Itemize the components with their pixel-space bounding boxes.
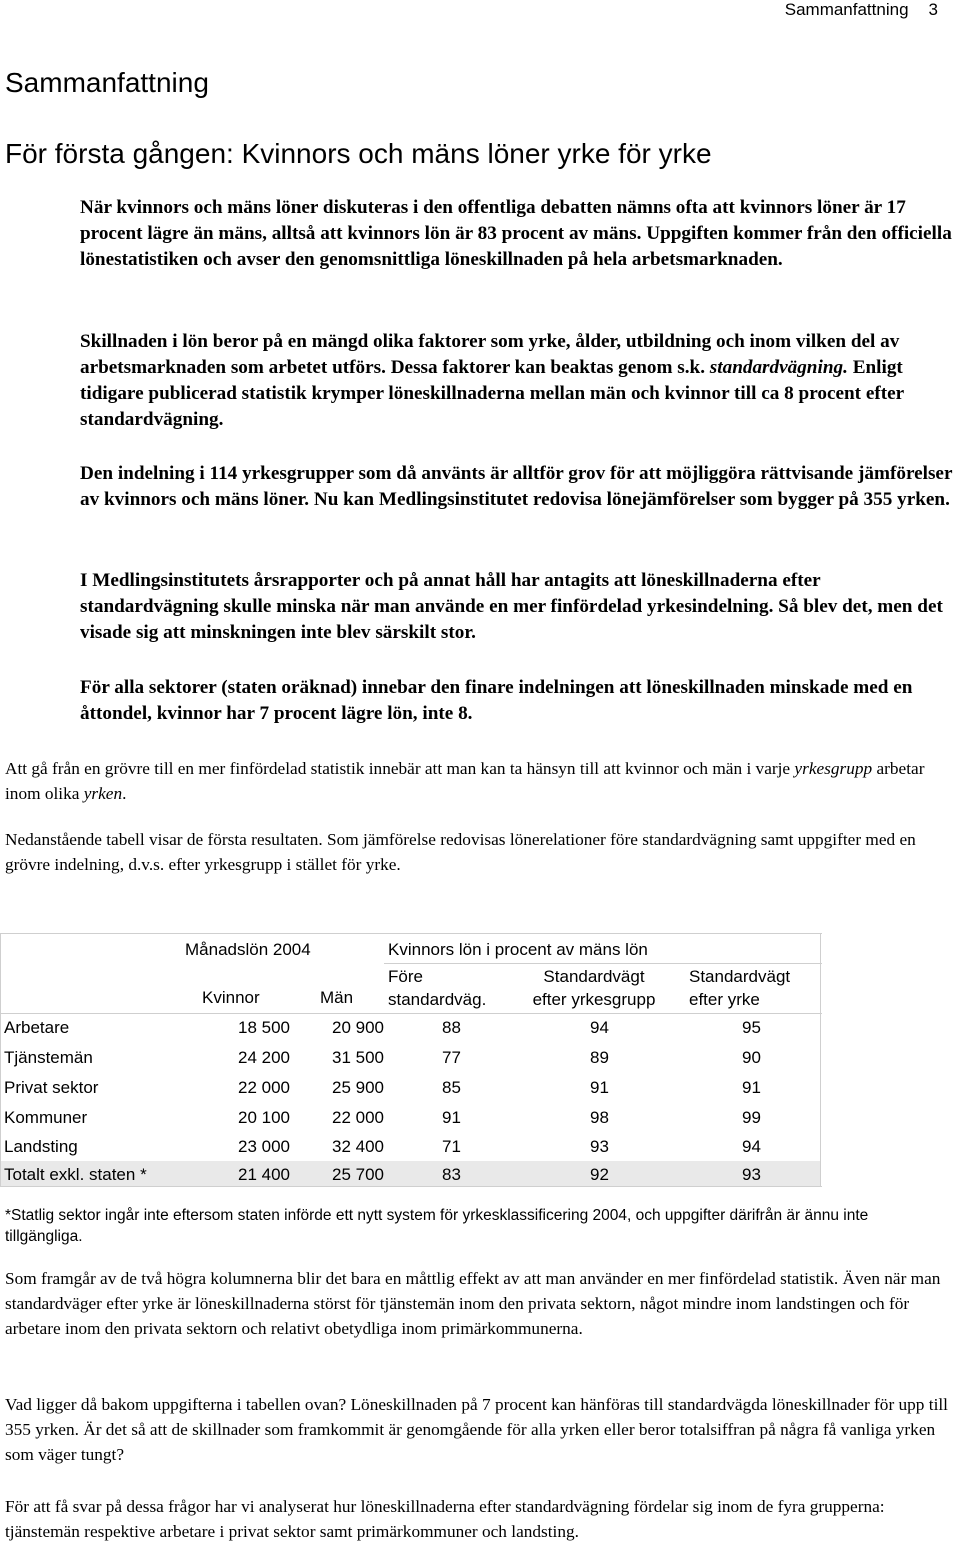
row-sector: Landsting — [4, 1137, 78, 1156]
row-weighted-occupation: 94 — [742, 1137, 761, 1156]
row-men-salary: 20 900 — [332, 1018, 384, 1037]
table-border-bottom — [0, 1186, 822, 1187]
intro-paragraph-2-emphasis: standardvägning. — [709, 357, 848, 378]
body-paragraph-1-emphasis-1: yrkesgrupp — [794, 759, 873, 778]
row-before-weighting: 83 — [442, 1165, 461, 1184]
section-title: För första gången: Kvinnors och mäns löner yrke för yrke — [5, 138, 712, 169]
body-paragraph-1-text-b: arbetar inom olika — [5, 759, 925, 803]
body-paragraph-2: Nedanstående tabell visar de första resultaten. Som jämförelse redovisas lönerelationer före standardvägning samt uppgifter med en grövre indelning, d.v.s. efter yrkesgrupp i stället för yrke. — [5, 830, 916, 874]
table-row — [0, 1013, 820, 1042]
header-before-weighting-line-2: standardväg. — [388, 990, 487, 1009]
header-weighted-group-line-1: Standardvägt — [543, 967, 645, 986]
header-women-percent: Kvinnors lön i procent av mäns lön — [388, 940, 648, 959]
row-women-salary: 20 100 — [238, 1108, 290, 1127]
table-border-top — [0, 933, 822, 934]
row-women-salary: 21 400 — [238, 1165, 290, 1184]
header-weighted-group-line-2: efter yrkesgrupp — [532, 990, 656, 1009]
running-header — [785, 0, 938, 20]
header-men: Män — [320, 988, 354, 1007]
row-sector: Arbetare — [4, 1018, 70, 1037]
row-weighted-group: 89 — [590, 1048, 609, 1067]
salary-table — [0, 933, 822, 1187]
row-weighted-occupation: 93 — [742, 1165, 761, 1184]
row-weighted-group: 91 — [590, 1078, 609, 1097]
table-row — [0, 1132, 820, 1161]
header-before-weighting — [388, 965, 486, 1011]
row-women-salary: 24 200 — [238, 1048, 290, 1067]
row-weighted-group: 93 — [590, 1137, 609, 1156]
row-sector: Privat sektor — [4, 1078, 99, 1097]
table-row — [0, 1043, 820, 1072]
running-header-title: Sammanfattning — [784, 0, 909, 19]
row-women-salary: 18 500 — [238, 1018, 290, 1037]
header-before-weighting-line-1: Före — [388, 967, 423, 986]
row-weighted-occupation: 91 — [742, 1078, 761, 1097]
page-number: 3 — [928, 0, 938, 19]
body-paragraph-1-text-c: . — [122, 784, 127, 803]
row-before-weighting: 71 — [442, 1137, 461, 1156]
intro-paragraph-3: Den indelning i 114 yrkesgrupper som då använts är alltför grov för att möjliggöra rättvisande jämförelser av kvinnors och mäns löner. Nu kan Medlingsinstitutet redovisa lönejämförelser som bygger på 355 yrken. — [80, 463, 953, 510]
table-row — [0, 1103, 820, 1132]
row-sector: Kommuner — [4, 1108, 88, 1127]
row-men-salary: 22 000 — [332, 1108, 384, 1127]
row-before-weighting: 85 — [442, 1078, 461, 1097]
body-paragraph-4: Vad ligger då bakom uppgifterna i tabellen ovan? Löneskillnaden på 7 procent kan hänföras till standardvägda löneskillnader för upp till 355 yrken. Är det så att de skillnader som framkommit är genomgående för alla yrken eller beror totalsiffran på några få vanliga yrken som väger tungt? — [5, 1395, 948, 1464]
row-weighted-group: 94 — [590, 1018, 609, 1037]
row-before-weighting: 77 — [442, 1048, 461, 1067]
row-weighted-group: 92 — [590, 1165, 609, 1184]
row-men-salary: 25 900 — [332, 1078, 384, 1097]
intro-paragraph-1: När kvinnors och mäns löner diskuteras i den offentliga debatten nämns ofta att kvinnors löner är 17 procent lägre än mäns, alltså att kvinnors lön är 83 procent av mäns. Uppgiften kommer från den officiella lönestatistiken och avser den genomsnittliga löneskillnaden på hela arbetsmarknaden. — [80, 197, 952, 270]
row-men-salary: 32 400 — [332, 1137, 384, 1156]
intro-paragraph-2 — [80, 329, 958, 433]
row-weighted-occupation: 90 — [742, 1048, 761, 1067]
row-sector: Totalt exkl. staten * — [4, 1165, 147, 1184]
table-row — [0, 1073, 820, 1102]
body-paragraph-3: Som framgår av de två högra kolumnerna blir det bara en måttlig effekt av att man använder en mer finfördelad statistik. Även när man standardväger efter yrke är löneskillnaderna störst för tjänstemän inom den privata sektorn, något mindre inom landstingen och för arbetare inom den privata sektorn och relativt obetydliga inom primärkommunerna. — [5, 1269, 941, 1338]
table-group-rule — [384, 963, 822, 964]
header-weighted-occupation — [689, 965, 790, 1011]
intro-paragraph-4: I Medlingsinstitutets årsrapporter och på annat håll har antagits att löneskillnaderna efter standardvägning skulle minska när man använde en mer finfördelad yrkesindelning. Så blev det, men det visade sig att minskningen inte blev särskilt stor. — [80, 570, 943, 643]
row-weighted-occupation: 99 — [742, 1108, 761, 1127]
intro-paragraph-5: För alla sektorer (staten oräknad) innebar den finare indelningen att löneskillnaden minskade med en åttondel, kvinnor har 7 procent lägre lön, inte 8. — [80, 677, 913, 724]
table-border-right — [820, 933, 821, 1187]
body-paragraph-5: För att få svar på dessa frågor har vi analyserat hur löneskillnaderna efter standardvägning fördelar sig inom de fyra grupperna: tjänstemän respektive arbetare i privat sektor samt primärkommuner och landsting. — [5, 1497, 885, 1541]
row-men-salary: 25 700 — [332, 1165, 384, 1184]
table-row-total — [1, 1161, 820, 1186]
row-before-weighting: 88 — [442, 1018, 461, 1037]
header-monthly-salary: Månadslön 2004 — [185, 940, 311, 959]
header-weighted-occupational-group — [518, 965, 670, 1011]
row-men-salary: 31 500 — [332, 1048, 384, 1067]
page-title: Sammanfattning — [5, 67, 209, 98]
table-footnote: *Statlig sektor ingår inte eftersom staten införde ett nytt system för yrkesklassificering 2004, och uppgifter därifrån är ännu inte tillgängliga. — [5, 1207, 869, 1245]
row-weighted-group: 98 — [590, 1108, 609, 1127]
row-before-weighting: 91 — [442, 1108, 461, 1127]
intro-paragraph-2-text-a: Skillnaden i lön beror på en mängd olika faktorer som yrke, ålder, utbildning och inom vilken del av arbetsmarknaden som arbetet utförs. Dessa faktorer kan beaktas genom s.k. — [80, 331, 900, 378]
row-weighted-occupation: 95 — [742, 1018, 761, 1037]
body-paragraph-1-emphasis-2: yrken — [83, 784, 123, 803]
header-weighted-occupation-line-1: Standardvägt — [689, 967, 791, 986]
row-women-salary: 23 000 — [238, 1137, 290, 1156]
row-women-salary: 22 000 — [238, 1078, 290, 1097]
row-sector: Tjänstemän — [4, 1048, 93, 1067]
header-women: Kvinnor — [202, 988, 260, 1007]
body-paragraph-1 — [5, 756, 955, 806]
header-weighted-occupation-line-2: efter yrke — [689, 990, 760, 1009]
intro-paragraph-2-text-b: Enligt tidigare publicerad statistik krymper löneskillnaderna mellan män och kvinnor till ca 8 procent efter standardvägning. — [80, 357, 904, 430]
body-paragraph-1-text-a: Att gå från en grövre till en mer finfördelad statistik innebär att man kan ta hänsyn till att kvinnor och män i varje — [5, 759, 795, 778]
